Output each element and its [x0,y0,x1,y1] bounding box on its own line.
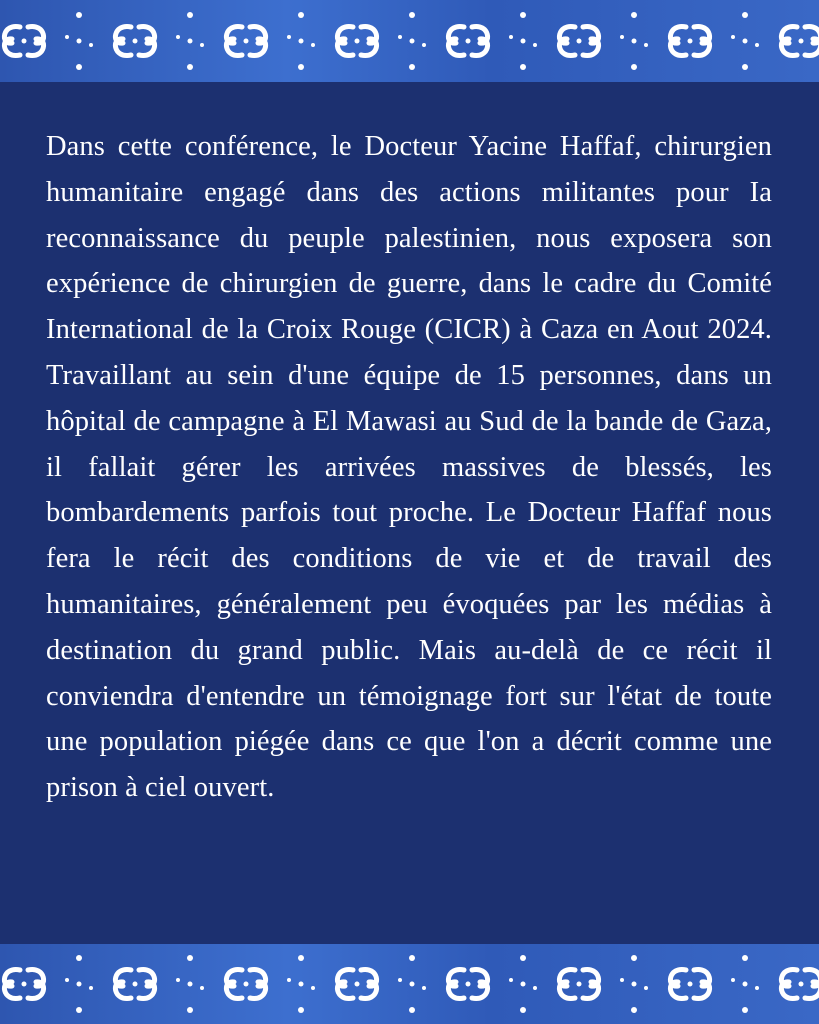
ornament-motif-icon [0,944,819,1024]
bottom-ornament-band [0,944,819,1024]
ornament-motif-icon [0,0,819,82]
top-ornament-band [0,0,819,82]
body-paragraph: Dans cette conférence, le Docteur Yacine Haffaf, chirurgien humanitaire engagé dans des actions militantes pour Ia reconnaissance du peuple palestinien, nous exposera son expérience de chirurgien de guerre, dans le cadre du Comité International de la Croix Rouge (CICR) à Caza en Aout 2024. Travaillant au sein d'une équipe de 15 personnes, dans un hôpital de campagne à El Mawasi au Sud de la bande de Gaza, il fallait gérer les arrivées massives de blessés, les bombardements parfois tout proche. Le Docteur Haffaf nous fera le récit des conditions de vie et de travail des humanitaires, généralement peu évoquées par les médias à destination du grand public. Mais au-delà de ce récit il conviendra d'entendre un témoignage fort sur l'état de toute une population piégée dans ce que l'on a décrit comme une prison à ciel ouvert. [46,131,772,804]
